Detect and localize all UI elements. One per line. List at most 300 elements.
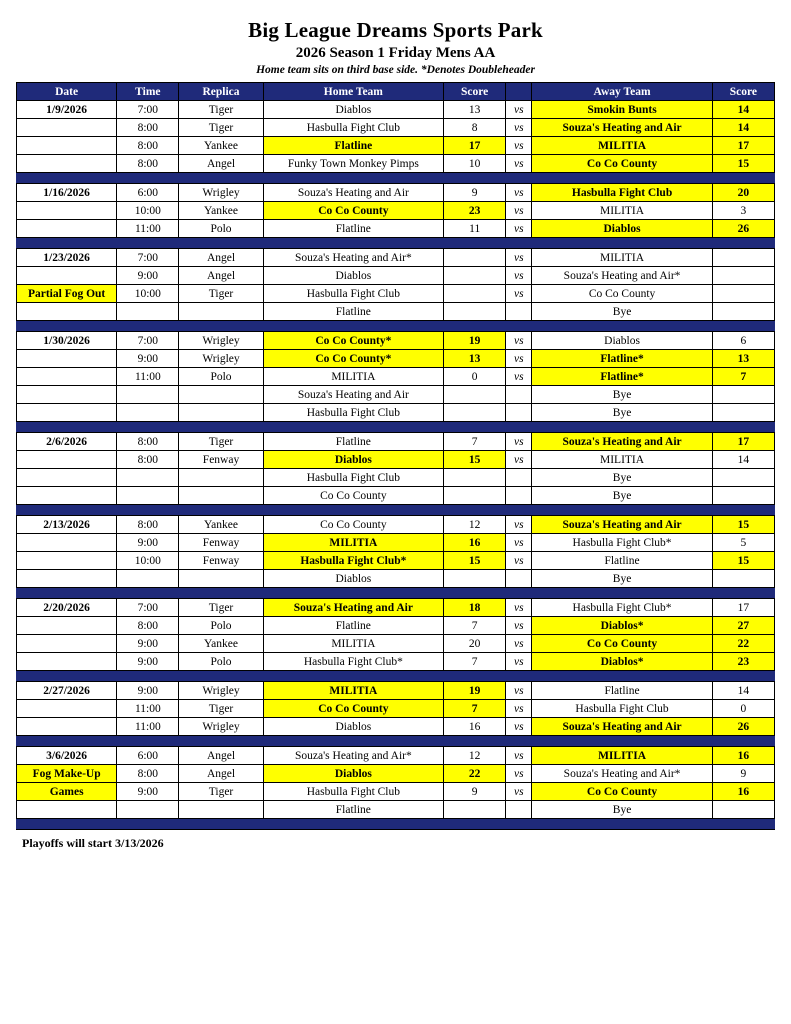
cell-home-score: 7 <box>444 433 506 451</box>
cell-home-team: Hasbulla Fight Club* <box>263 653 443 671</box>
cell-away-team: Flatline <box>532 552 712 570</box>
cell-home-team: Flatline <box>263 220 443 238</box>
cell-time: 9:00 <box>117 267 179 285</box>
cell-replica: Tiger <box>179 119 263 137</box>
cell-date <box>17 220 117 238</box>
cell-away-score: 13 <box>712 350 774 368</box>
cell-replica <box>179 469 263 487</box>
cell-vs: vs <box>506 285 532 303</box>
cell-replica: Tiger <box>179 433 263 451</box>
cell-home-team: MILITIA <box>263 682 443 700</box>
table-row <box>17 202 775 220</box>
cell-home-team: Co Co County <box>263 700 443 718</box>
cell-home-team: Hasbulla Fight Club* <box>263 552 443 570</box>
table-row <box>17 801 775 819</box>
cell-away-score: 3 <box>712 202 774 220</box>
cell-home-score: 15 <box>444 451 506 469</box>
cell-time: 8:00 <box>117 119 179 137</box>
cell-replica: Polo <box>179 653 263 671</box>
cell-home-score <box>444 801 506 819</box>
cell-vs <box>506 469 532 487</box>
table-row <box>17 487 775 505</box>
cell-time: 6:00 <box>117 184 179 202</box>
cell-home-team: MILITIA <box>263 534 443 552</box>
cell-home-score: 7 <box>444 617 506 635</box>
cell-away-score: 17 <box>712 599 774 617</box>
cell-time: 9:00 <box>117 653 179 671</box>
cell-home-score: 11 <box>444 220 506 238</box>
cell-replica: Yankee <box>179 137 263 155</box>
week-separator <box>17 238 775 249</box>
cell-replica: Tiger <box>179 599 263 617</box>
cell-vs: vs <box>506 516 532 534</box>
cell-time: 11:00 <box>117 718 179 736</box>
cell-away-team: Diablos <box>532 220 712 238</box>
table-row <box>17 516 775 534</box>
table-row <box>17 184 775 202</box>
cell-replica: Angel <box>179 747 263 765</box>
cell-home-score: 10 <box>444 155 506 173</box>
cell-away-team: Hasbulla Fight Club <box>532 700 712 718</box>
cell-date <box>17 801 117 819</box>
cell-time: 8:00 <box>117 155 179 173</box>
cell-vs <box>506 404 532 422</box>
table-row <box>17 534 775 552</box>
cell-vs: vs <box>506 783 532 801</box>
cell-away-team: Co Co County <box>532 783 712 801</box>
cell-home-team: Souza's Heating and Air <box>263 184 443 202</box>
cell-home-team: Co Co County* <box>263 332 443 350</box>
cell-away-score <box>712 303 774 321</box>
cell-vs: vs <box>506 155 532 173</box>
table-row <box>17 433 775 451</box>
column-header-away-score: Score <box>712 83 774 101</box>
table-body <box>17 101 775 830</box>
cell-away-score: 23 <box>712 653 774 671</box>
cell-away-team: Bye <box>532 469 712 487</box>
cell-vs <box>506 801 532 819</box>
cell-date <box>17 202 117 220</box>
cell-home-team: Hasbulla Fight Club <box>263 119 443 137</box>
separator-bar <box>17 321 775 332</box>
table-row <box>17 552 775 570</box>
table-row <box>17 332 775 350</box>
cell-date <box>17 404 117 422</box>
table-row <box>17 599 775 617</box>
cell-home-team: Hasbulla Fight Club <box>263 469 443 487</box>
cell-time: 11:00 <box>117 700 179 718</box>
cell-replica: Yankee <box>179 202 263 220</box>
cell-away-team: Diablos <box>532 332 712 350</box>
cell-home-team: Co Co County* <box>263 350 443 368</box>
playoffs-note: Playoffs will start 3/13/2026 <box>22 836 164 850</box>
cell-away-score: 6 <box>712 332 774 350</box>
table-row <box>17 765 775 783</box>
cell-replica: Angel <box>179 249 263 267</box>
cell-date <box>17 487 117 505</box>
cell-time: 8:00 <box>117 433 179 451</box>
table-row <box>17 451 775 469</box>
table-row <box>17 570 775 588</box>
cell-date <box>17 451 117 469</box>
cell-home-team: Souza's Heating and Air* <box>263 747 443 765</box>
cell-vs: vs <box>506 635 532 653</box>
table-row <box>17 653 775 671</box>
cell-away-score <box>712 267 774 285</box>
cell-away-score: 5 <box>712 534 774 552</box>
cell-away-score: 26 <box>712 220 774 238</box>
cell-date <box>17 718 117 736</box>
cell-vs: vs <box>506 534 532 552</box>
cell-time: 6:00 <box>117 747 179 765</box>
cell-away-team: Hasbulla Fight Club* <box>532 599 712 617</box>
cell-replica: Fenway <box>179 534 263 552</box>
cell-vs: vs <box>506 682 532 700</box>
cell-vs <box>506 386 532 404</box>
cell-home-team: Hasbulla Fight Club <box>263 285 443 303</box>
week-separator <box>17 671 775 682</box>
cell-replica: Wrigley <box>179 332 263 350</box>
cell-time: 11:00 <box>117 220 179 238</box>
cell-vs: vs <box>506 101 532 119</box>
cell-vs: vs <box>506 552 532 570</box>
cell-away-score: 17 <box>712 433 774 451</box>
cell-date <box>17 635 117 653</box>
week-separator <box>17 422 775 433</box>
week-separator <box>17 588 775 599</box>
cell-replica <box>179 404 263 422</box>
cell-vs: vs <box>506 137 532 155</box>
cell-replica: Wrigley <box>179 184 263 202</box>
cell-home-score <box>444 469 506 487</box>
cell-home-score <box>444 404 506 422</box>
cell-replica: Wrigley <box>179 350 263 368</box>
cell-away-team: Bye <box>532 386 712 404</box>
table-row <box>17 137 775 155</box>
cell-away-score: 27 <box>712 617 774 635</box>
cell-vs: vs <box>506 267 532 285</box>
cell-home-score <box>444 303 506 321</box>
cell-time: 10:00 <box>117 552 179 570</box>
cell-date: Partial Fog Out <box>17 285 117 303</box>
cell-vs: vs <box>506 451 532 469</box>
schedule-table <box>16 82 775 830</box>
cell-vs: vs <box>506 747 532 765</box>
cell-away-team: Co Co County <box>532 635 712 653</box>
separator-bar <box>17 736 775 747</box>
separator-bar <box>17 588 775 599</box>
cell-home-team: Co Co County <box>263 516 443 534</box>
separator-bar <box>17 173 775 184</box>
cell-replica <box>179 801 263 819</box>
cell-away-score <box>712 249 774 267</box>
cell-date: 2/20/2026 <box>17 599 117 617</box>
cell-home-score <box>444 570 506 588</box>
cell-date <box>17 617 117 635</box>
cell-date: Games <box>17 783 117 801</box>
cell-replica: Yankee <box>179 635 263 653</box>
cell-away-score <box>712 404 774 422</box>
cell-date: Fog Make-Up <box>17 765 117 783</box>
cell-time: 11:00 <box>117 368 179 386</box>
cell-away-team: Flatline* <box>532 368 712 386</box>
cell-replica: Fenway <box>179 552 263 570</box>
cell-replica: Fenway <box>179 451 263 469</box>
cell-home-team: Co Co County <box>263 487 443 505</box>
cell-vs: vs <box>506 350 532 368</box>
column-header-replica: Replica <box>179 83 263 101</box>
cell-replica: Yankee <box>179 516 263 534</box>
cell-away-score <box>712 285 774 303</box>
cell-home-team: Co Co County <box>263 202 443 220</box>
cell-date <box>17 653 117 671</box>
cell-vs: vs <box>506 368 532 386</box>
table-header-row <box>17 83 775 101</box>
cell-time: 8:00 <box>117 451 179 469</box>
table-row <box>17 617 775 635</box>
week-separator <box>17 736 775 747</box>
cell-time: 8:00 <box>117 617 179 635</box>
cell-away-team: Souza's Heating and Air* <box>532 267 712 285</box>
cell-home-team: MILITIA <box>263 635 443 653</box>
table-row <box>17 635 775 653</box>
cell-date: 2/27/2026 <box>17 682 117 700</box>
cell-away-score: 16 <box>712 783 774 801</box>
cell-away-score: 15 <box>712 155 774 173</box>
cell-home-team: Hasbulla Fight Club <box>263 783 443 801</box>
cell-away-score: 15 <box>712 552 774 570</box>
cell-vs <box>506 303 532 321</box>
table-row <box>17 718 775 736</box>
cell-home-score <box>444 386 506 404</box>
cell-home-score: 17 <box>444 137 506 155</box>
cell-away-score: 0 <box>712 700 774 718</box>
cell-away-score <box>712 469 774 487</box>
cell-vs: vs <box>506 249 532 267</box>
table-row <box>17 386 775 404</box>
separator-bar <box>17 505 775 516</box>
cell-home-score <box>444 267 506 285</box>
page-title: Big League Dreams Sports Park <box>248 18 543 42</box>
cell-replica: Wrigley <box>179 682 263 700</box>
cell-date <box>17 552 117 570</box>
cell-home-score: 9 <box>444 783 506 801</box>
cell-date: 1/30/2026 <box>17 332 117 350</box>
cell-date <box>17 350 117 368</box>
cell-vs <box>506 570 532 588</box>
table-row <box>17 303 775 321</box>
cell-time: 7:00 <box>117 599 179 617</box>
cell-home-team: Diablos <box>263 570 443 588</box>
cell-date <box>17 267 117 285</box>
cell-replica <box>179 386 263 404</box>
cell-vs: vs <box>506 220 532 238</box>
cell-time: 8:00 <box>117 516 179 534</box>
cell-away-team: Smokin Bunts <box>532 101 712 119</box>
cell-away-team: MILITIA <box>532 747 712 765</box>
cell-vs: vs <box>506 332 532 350</box>
cell-home-score: 22 <box>444 765 506 783</box>
cell-home-team: Flatline <box>263 303 443 321</box>
table-row <box>17 249 775 267</box>
cell-time <box>117 801 179 819</box>
cell-replica: Polo <box>179 368 263 386</box>
cell-vs: vs <box>506 653 532 671</box>
cell-away-score: 26 <box>712 718 774 736</box>
cell-away-score: 14 <box>712 682 774 700</box>
table-row <box>17 267 775 285</box>
cell-home-score: 9 <box>444 184 506 202</box>
cell-replica: Angel <box>179 267 263 285</box>
cell-home-team: Souza's Heating and Air <box>263 599 443 617</box>
cell-date <box>17 155 117 173</box>
column-header-vs <box>506 83 532 101</box>
cell-time <box>117 570 179 588</box>
column-header-date: Date <box>17 83 117 101</box>
cell-home-score: 19 <box>444 682 506 700</box>
cell-away-team: MILITIA <box>532 451 712 469</box>
cell-away-team: Co Co County <box>532 285 712 303</box>
cell-away-score: 14 <box>712 119 774 137</box>
cell-home-score <box>444 285 506 303</box>
cell-replica: Polo <box>179 220 263 238</box>
cell-home-team: Flatline <box>263 137 443 155</box>
cell-away-team: MILITIA <box>532 202 712 220</box>
cell-home-score: 19 <box>444 332 506 350</box>
cell-away-score: 14 <box>712 451 774 469</box>
cell-home-team: Diablos <box>263 765 443 783</box>
cell-time: 7:00 <box>117 101 179 119</box>
cell-away-team: Souza's Heating and Air <box>532 119 712 137</box>
table-row <box>17 285 775 303</box>
cell-home-score: 15 <box>444 552 506 570</box>
table-row <box>17 119 775 137</box>
cell-vs: vs <box>506 617 532 635</box>
cell-vs: vs <box>506 599 532 617</box>
cell-away-team: Hasbulla Fight Club <box>532 184 712 202</box>
cell-away-team: Bye <box>532 303 712 321</box>
cell-away-team: Co Co County <box>532 155 712 173</box>
table-row <box>17 350 775 368</box>
cell-away-score: 9 <box>712 765 774 783</box>
cell-replica <box>179 303 263 321</box>
cell-date: 1/9/2026 <box>17 101 117 119</box>
separator-bar <box>17 422 775 433</box>
cell-time: 9:00 <box>117 682 179 700</box>
cell-date: 1/16/2026 <box>17 184 117 202</box>
cell-away-score: 16 <box>712 747 774 765</box>
cell-home-team: Diablos <box>263 267 443 285</box>
cell-vs: vs <box>506 119 532 137</box>
cell-away-team: Bye <box>532 404 712 422</box>
cell-time <box>117 386 179 404</box>
cell-date <box>17 137 117 155</box>
cell-away-team: Diablos* <box>532 653 712 671</box>
cell-date: 3/6/2026 <box>17 747 117 765</box>
separator-bar <box>17 671 775 682</box>
cell-away-team: Bye <box>532 570 712 588</box>
cell-date: 2/13/2026 <box>17 516 117 534</box>
cell-home-team: Souza's Heating and Air* <box>263 249 443 267</box>
cell-time: 7:00 <box>117 332 179 350</box>
cell-time: 9:00 <box>117 534 179 552</box>
cell-home-score: 16 <box>444 718 506 736</box>
cell-away-team: Bye <box>532 487 712 505</box>
cell-date <box>17 368 117 386</box>
week-separator <box>17 505 775 516</box>
cell-away-team: Bye <box>532 801 712 819</box>
cell-home-team: Flatline <box>263 433 443 451</box>
week-separator <box>17 321 775 332</box>
table-row <box>17 155 775 173</box>
cell-away-team: Hasbulla Fight Club* <box>532 534 712 552</box>
table-row <box>17 783 775 801</box>
cell-home-score: 8 <box>444 119 506 137</box>
cell-replica: Angel <box>179 765 263 783</box>
cell-home-score: 23 <box>444 202 506 220</box>
cell-away-score <box>712 487 774 505</box>
cell-replica: Tiger <box>179 700 263 718</box>
cell-time: 10:00 <box>117 202 179 220</box>
cell-away-team: Souza's Heating and Air <box>532 433 712 451</box>
table-row <box>17 101 775 119</box>
cell-home-score: 13 <box>444 350 506 368</box>
column-header-time: Time <box>117 83 179 101</box>
cell-time: 9:00 <box>117 350 179 368</box>
page-subtitle: 2026 Season 1 Friday Mens AA <box>295 45 496 61</box>
cell-away-team: Flatline* <box>532 350 712 368</box>
cell-time: 10:00 <box>117 285 179 303</box>
cell-home-team: Flatline <box>263 801 443 819</box>
week-separator <box>17 173 775 184</box>
cell-replica: Wrigley <box>179 718 263 736</box>
table-row <box>17 747 775 765</box>
cell-home-team: MILITIA <box>263 368 443 386</box>
table-row <box>17 404 775 422</box>
cell-time: 9:00 <box>117 783 179 801</box>
cell-date: 1/23/2026 <box>17 249 117 267</box>
cell-date: 2/6/2026 <box>17 433 117 451</box>
cell-vs: vs <box>506 433 532 451</box>
table-row <box>17 368 775 386</box>
cell-away-team: Flatline <box>532 682 712 700</box>
separator-bar <box>17 819 775 830</box>
cell-date <box>17 386 117 404</box>
cell-away-team: MILITIA <box>532 249 712 267</box>
cell-away-score <box>712 386 774 404</box>
cell-vs: vs <box>506 700 532 718</box>
cell-home-team: Diablos <box>263 101 443 119</box>
cell-home-score: 20 <box>444 635 506 653</box>
cell-date <box>17 700 117 718</box>
column-header-away-team: Away Team <box>532 83 712 101</box>
week-separator <box>17 819 775 830</box>
cell-replica: Tiger <box>179 783 263 801</box>
cell-replica: Angel <box>179 155 263 173</box>
cell-time: 8:00 <box>117 765 179 783</box>
cell-replica <box>179 570 263 588</box>
cell-home-team: Diablos <box>263 718 443 736</box>
table-row <box>17 700 775 718</box>
cell-vs: vs <box>506 718 532 736</box>
cell-home-team: Souza's Heating and Air <box>263 386 443 404</box>
cell-away-score: 15 <box>712 516 774 534</box>
cell-home-score: 0 <box>444 368 506 386</box>
cell-time <box>117 303 179 321</box>
cell-time: 9:00 <box>117 635 179 653</box>
table-row <box>17 469 775 487</box>
cell-away-score: 14 <box>712 101 774 119</box>
